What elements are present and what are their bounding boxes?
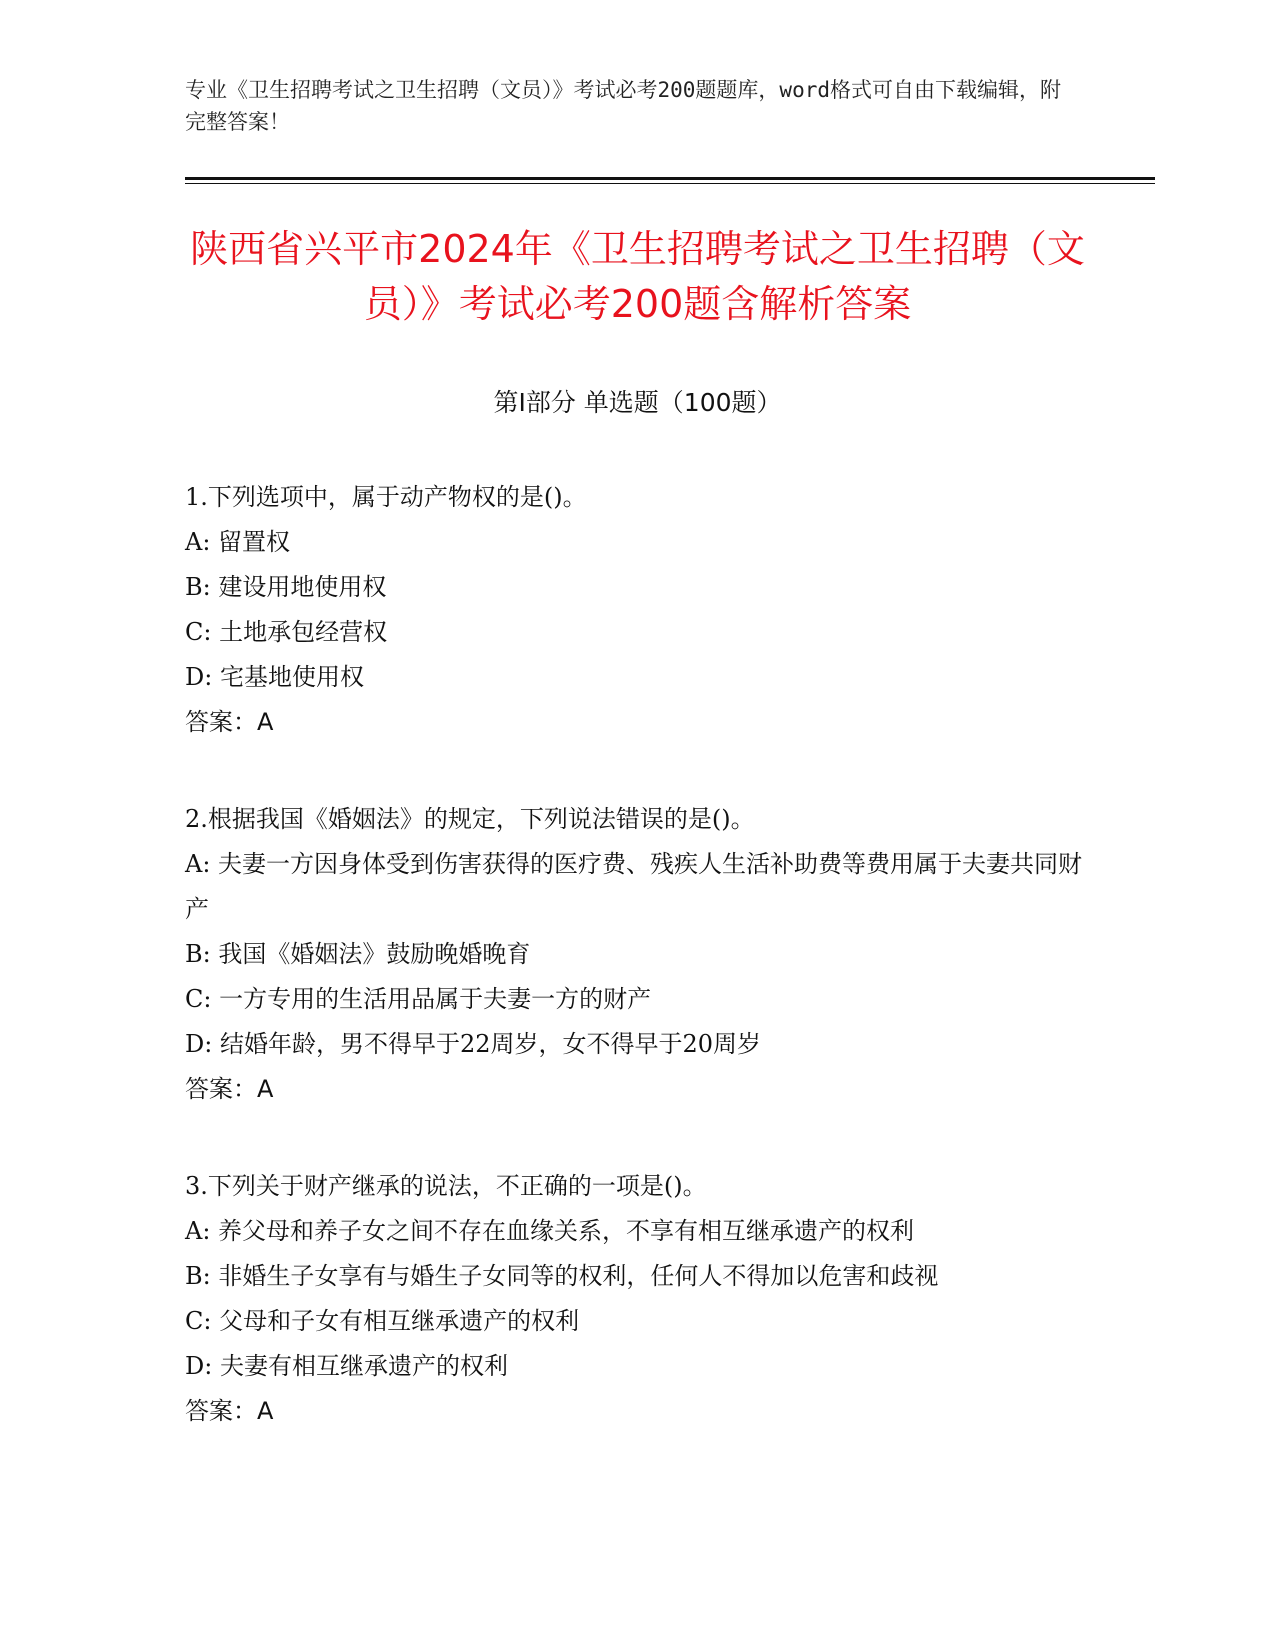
header-divider-thick [185, 177, 1155, 180]
answer-line: 答案：A [185, 1075, 274, 1103]
question-3 [185, 1164, 1090, 1434]
option-b: B: 建设用地使用权 [185, 573, 387, 601]
header-divider-thin [185, 183, 1155, 184]
question-2 [185, 797, 1090, 1112]
option-a: A: 夫妻一方因身体受到伤害获得的医疗费、残疾人生活补助费等费用属于夫妻共同财产 [185, 850, 1083, 923]
option-c: C: 一方专用的生活用品属于夫妻一方的财产 [185, 985, 652, 1013]
question-1 [185, 475, 1090, 745]
question-stem: 1.下列选项中，属于动产物权的是()。 [185, 483, 587, 511]
option-b: B: 非婚生子女享有与婚生子女同等的权利，任何人不得加以危害和歧视 [185, 1262, 939, 1290]
header-note: 专业《卫生招聘考试之卫生招聘（文员）》考试必考200题题库，word格式可自由下载编辑，附完整答案！ [185, 78, 1061, 134]
option-b: B: 我国《婚姻法》鼓励晚婚晚育 [185, 940, 531, 968]
option-c: C: 土地承包经营权 [185, 618, 388, 646]
question-stem: 3.下列关于财产继承的说法，不正确的一项是()。 [185, 1172, 707, 1200]
question-list [185, 475, 1090, 1486]
document-title: 陕西省兴平市2024年《卫生招聘考试之卫生招聘（文员）》考试必考200题含解析答案 [190, 227, 1085, 326]
option-d: D: 夫妻有相互继承遗产的权利 [185, 1352, 508, 1380]
section-title: 第Ⅰ部分 单选题（100题） [493, 388, 782, 417]
option-a: A: 留置权 [185, 528, 291, 556]
question-stem: 2.根据我国《婚姻法》的规定，下列说法错误的是()。 [185, 805, 755, 833]
option-d: D: 宅基地使用权 [185, 663, 364, 691]
answer-line: 答案：A [185, 1397, 274, 1425]
option-a: A: 养父母和养子女之间不存在血缘关系，不享有相互继承遗产的权利 [185, 1217, 915, 1245]
option-d: D: 结婚年龄，男不得早于22周岁，女不得早于20周岁 [185, 1030, 762, 1058]
option-c: C: 父母和子女有相互继承遗产的权利 [185, 1307, 580, 1335]
answer-line: 答案：A [185, 708, 274, 736]
